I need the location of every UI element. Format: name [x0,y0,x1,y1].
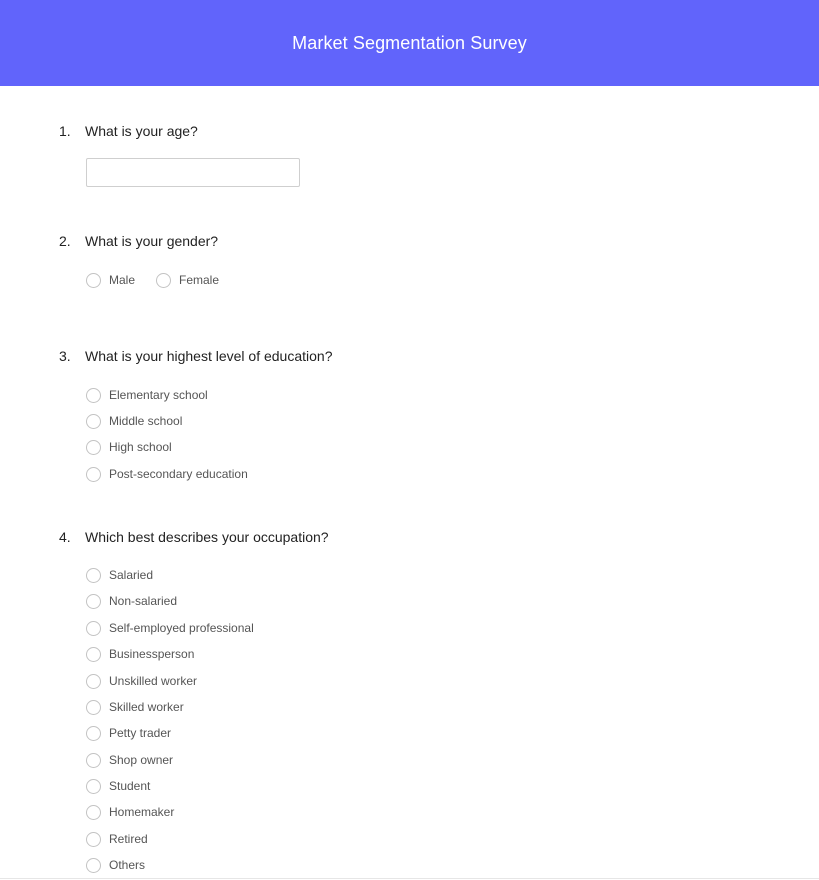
radio-button[interactable] [86,832,101,847]
education-option-middle[interactable] [86,412,182,430]
question-2 [59,232,218,250]
survey-header [0,0,819,86]
option-label: Shop owner [109,753,174,767]
radio-button[interactable] [86,779,101,794]
gender-option-male[interactable] [86,271,135,289]
radio-button[interactable] [86,621,101,636]
option-label: Student [109,779,151,793]
option-label: Male [109,273,136,287]
radio-button[interactable] [86,594,101,609]
question-text: Which best describes your occupation? [85,529,329,545]
option-label: Petty trader [109,726,172,740]
occupation-option-petty-trader[interactable] [86,724,171,742]
occupation-option-salaried[interactable] [86,566,153,584]
radio-button[interactable] [86,726,101,741]
question-1 [59,122,198,140]
radio-button[interactable] [86,273,101,288]
question-4 [59,528,329,546]
occupation-option-non-salaried[interactable] [86,592,177,610]
option-label: Homemaker [109,805,175,819]
occupation-option-unskilled-worker[interactable] [86,672,197,690]
question-number: 2. [59,233,71,249]
radio-button[interactable] [86,388,101,403]
question-number: 4. [59,529,71,545]
radio-button[interactable] [86,647,101,662]
radio-button[interactable] [156,273,171,288]
question-3 [59,347,332,365]
option-label: Retired [109,832,148,846]
option-label: Post-secondary education [109,467,248,481]
option-label: High school [109,440,172,454]
occupation-option-businessperson[interactable] [86,645,194,663]
radio-button[interactable] [86,858,101,873]
question-text: What is your gender? [85,233,219,249]
question-number: 3. [59,348,71,364]
radio-button[interactable] [86,440,101,455]
radio-button[interactable] [86,568,101,583]
occupation-option-student[interactable] [86,777,150,795]
radio-button[interactable] [86,753,101,768]
occupation-option-homemaker[interactable] [86,803,174,821]
education-option-post-secondary[interactable] [86,465,248,483]
option-label: Unskilled worker [109,674,198,688]
occupation-option-retired[interactable] [86,830,148,848]
option-label: Non-salaried [109,594,178,608]
question-text: What is your highest level of education? [85,348,333,364]
option-label: Self-employed professional [109,621,254,635]
option-label: Middle school [109,414,183,428]
option-label: Others [109,858,146,872]
radio-button[interactable] [86,467,101,482]
radio-button[interactable] [86,805,101,820]
age-input[interactable] [86,158,300,187]
option-label: Salaried [109,568,154,582]
education-option-elementary[interactable] [86,386,208,404]
radio-button[interactable] [86,700,101,715]
option-label: Skilled worker [109,700,184,714]
question-text: What is your age? [85,123,198,139]
option-label: Businessperson [109,647,195,661]
occupation-option-self-employed[interactable] [86,619,254,637]
option-label: Elementary school [109,388,208,402]
occupation-option-others[interactable] [86,856,145,874]
survey-title: Market Segmentation Survey [292,32,527,53]
radio-button[interactable] [86,674,101,689]
question-number: 1. [59,123,71,139]
option-label: Female [179,273,220,287]
gender-option-female[interactable] [156,271,219,289]
occupation-option-skilled-worker[interactable] [86,698,184,716]
radio-button[interactable] [86,414,101,429]
occupation-option-shop-owner[interactable] [86,751,173,769]
education-option-high[interactable] [86,438,172,456]
bottom-divider [0,878,819,879]
